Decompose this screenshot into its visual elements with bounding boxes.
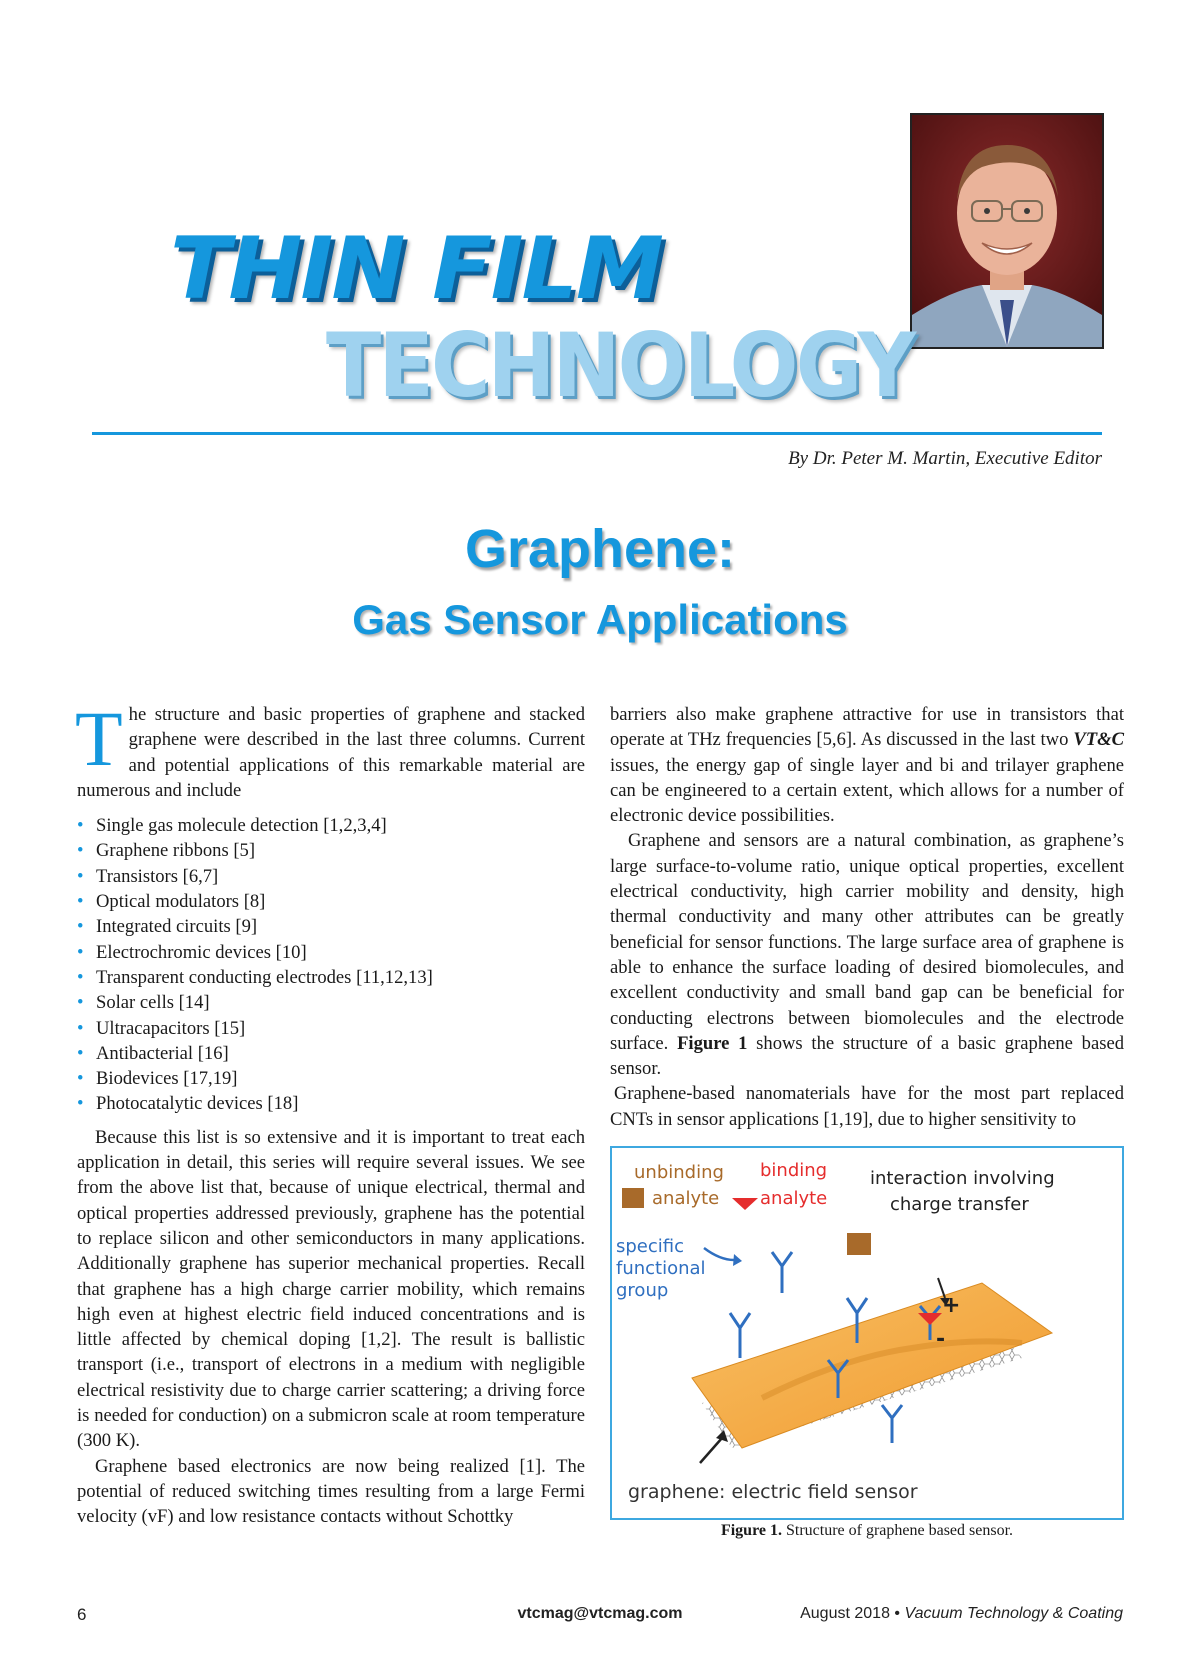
- vtc-reference: VT&C: [1073, 729, 1124, 751]
- application-text: Photocatalytic devices [18]: [96, 1093, 299, 1115]
- right-paragraph-3: Graphene-based nanomaterials have for the most part replaced CNTs in sensor applications [1,19], due to higher sensitivity to: [610, 1083, 1124, 1130]
- floating-analyte-icon: [847, 1233, 871, 1255]
- label-unbinding-2: analyte: [652, 1188, 720, 1209]
- figure-caption: [610, 1522, 1124, 1540]
- label-binding-1: binding: [760, 1160, 828, 1181]
- application-item: [77, 813, 585, 838]
- bullet-icon: •: [77, 1093, 84, 1115]
- label-specific-2: functional: [616, 1258, 706, 1279]
- application-text: Solar cells [14]: [96, 992, 210, 1014]
- binding-analyte-icon: [732, 1198, 758, 1210]
- byline: By Dr. Peter M. Martin, Executive Editor: [788, 448, 1102, 469]
- application-text: Biodevices [17,19]: [96, 1068, 238, 1090]
- masthead: [0, 0, 1200, 470]
- label-binding-2: analyte: [760, 1188, 828, 1209]
- footer-bullet: •: [894, 1605, 901, 1622]
- bullet-icon: •: [77, 1042, 84, 1064]
- sensor-arrow: [700, 1438, 722, 1463]
- magazine-name: Vacuum Technology & Coating: [904, 1605, 1123, 1622]
- caption-text: Structure of graphene based sensor.: [781, 1522, 1014, 1539]
- application-text: Electrochromic devices [10]: [96, 941, 307, 963]
- specific-group-arrow: [704, 1248, 734, 1260]
- bullet-icon: •: [77, 865, 84, 887]
- right-paragraph-1: [610, 702, 1124, 828]
- caption-label: Figure 1.: [720, 1522, 782, 1539]
- header-rule: [92, 432, 1102, 435]
- bullet-icon: •: [77, 941, 84, 963]
- label-interaction-2: charge transfer: [890, 1194, 1029, 1215]
- article-title: Graphene:: [464, 519, 736, 579]
- application-item: [77, 838, 585, 863]
- label-specific-3: group: [616, 1280, 669, 1301]
- author-photo: [910, 113, 1104, 349]
- figure-1-reference: Figure 1: [677, 1032, 748, 1054]
- application-item: [77, 1041, 585, 1066]
- intro-paragraph: [75, 695, 585, 803]
- bullet-icon: •: [77, 815, 84, 837]
- left-column: [75, 695, 585, 1530]
- application-item: [77, 889, 585, 914]
- applications-list: [77, 813, 585, 1117]
- label-unbinding-1: unbinding: [634, 1162, 724, 1183]
- footer-email[interactable]: vtcmag@vtcmag.com: [517, 1605, 683, 1622]
- unbinding-analyte-icon: [622, 1188, 644, 1208]
- application-text: Antibacterial [16]: [96, 1042, 229, 1064]
- label-interaction-1: interaction involving: [870, 1168, 1055, 1189]
- paragraph-2: Because this list is so extensive and it is important to treat each application in detail, this series will require several issues. We see from the above list that, because of unique electrical, thermal and optical properties addressed previously, graphene has the potential to replace silicon and other semiconductors in many applications. Additionally graphene has superior mechanical properties. Recall that graphene has a high charge carrier mobility, which remains high even at highest electric field induced concentrations and is little affected by chemical doping [1,2]. The result is ballistic transport (i.e., transport of electrons in a medium with negligible electrical resistivity due to charge carrier scattering; a driving force is needed for conduction) on a submicron scale at room temperature (300 K).: [77, 1126, 585, 1452]
- paragraph-3: Graphene based electronics are now being realized [1]. The potential of reduced switching times resulting from a large Fermi velocity (vF) and low resistance contacts without Schottky: [77, 1455, 585, 1528]
- logo-technology: TECHNOLOGY: [326, 314, 914, 417]
- issue-date: August 2018: [800, 1605, 890, 1622]
- application-item: [77, 914, 585, 939]
- application-item: [77, 1091, 585, 1116]
- application-item: [77, 965, 585, 990]
- right-column: [610, 702, 1124, 1132]
- article-subtitle: Gas Sensor Applications: [352, 596, 848, 643]
- page-footer: [0, 1605, 1200, 1635]
- bullet-icon: •: [77, 992, 84, 1014]
- application-item: [77, 990, 585, 1015]
- label-plus: +: [942, 1293, 961, 1318]
- application-text: Transparent conducting electrodes [11,12,13]: [96, 966, 433, 988]
- application-text: Graphene ribbons [5]: [96, 840, 256, 862]
- bullet-icon: •: [77, 1017, 84, 1039]
- right-p2-text-a: Graphene and sensors are a natural combination, as graphene’s large surface-to-volume ratio, unique optical properties, excellent electrical conductivity, high carrier mobility and density, high thermal conductivity and many other attributes can be greatly beneficial for sensor functions. The large surface area of graphene is able to enhance the surface loading of desired biomolecules, and excellent conductivity and small band gap can be beneficial for conducting electrons between biomolecules and the electrode surface.: [610, 830, 1124, 1054]
- footer-issue: [800, 1605, 1123, 1623]
- label-specific-1: specific: [616, 1236, 685, 1257]
- bullet-icon: •: [77, 840, 84, 862]
- logo-thin-film: THIN FILM: [170, 219, 663, 319]
- figure-1: [610, 1146, 1124, 1520]
- bullet-icon: •: [77, 966, 84, 988]
- application-item: [77, 1066, 585, 1091]
- right-paragraph-2: [610, 828, 1124, 1081]
- bullet-icon: •: [77, 916, 84, 938]
- label-minus: -: [936, 1327, 946, 1352]
- bullet-icon: •: [77, 1068, 84, 1090]
- drop-cap: T: [75, 695, 123, 782]
- right-p1-text-a: barriers also make graphene attractive for use in transistors that operate at THz frequencies [5,6]. As discussed in the last two: [610, 704, 1124, 751]
- right-p2-text-b: shows the structure of a basic graphene based sensor.: [610, 1032, 1124, 1080]
- intro-text: he structure and basic properties of graphene and stacked graphene were described in the last three columns. Current and potential applications of this remarkable material are numerous and include: [77, 704, 585, 801]
- application-item: [77, 940, 585, 965]
- application-text: Single gas molecule detection [1,2,3,4]: [96, 815, 387, 837]
- application-text: Optical modulators [8]: [96, 891, 266, 913]
- label-sensor: graphene: electric field sensor: [628, 1481, 918, 1503]
- application-text: Ultracapacitors [15]: [96, 1017, 246, 1039]
- application-item: [77, 1016, 585, 1041]
- right-p1-text-b: issues, the energy gap of single layer and bi and trilayer graphene can be engineered to a certain extent, which allows for a number of electronic device possibilities.: [610, 754, 1124, 827]
- application-text: Transistors [6,7]: [96, 865, 219, 887]
- application-item: [77, 864, 585, 889]
- page-number: 6: [77, 1605, 87, 1624]
- bullet-icon: •: [77, 891, 84, 913]
- orange-sensor-layer: [692, 1283, 1052, 1448]
- application-text: Integrated circuits [9]: [96, 916, 258, 938]
